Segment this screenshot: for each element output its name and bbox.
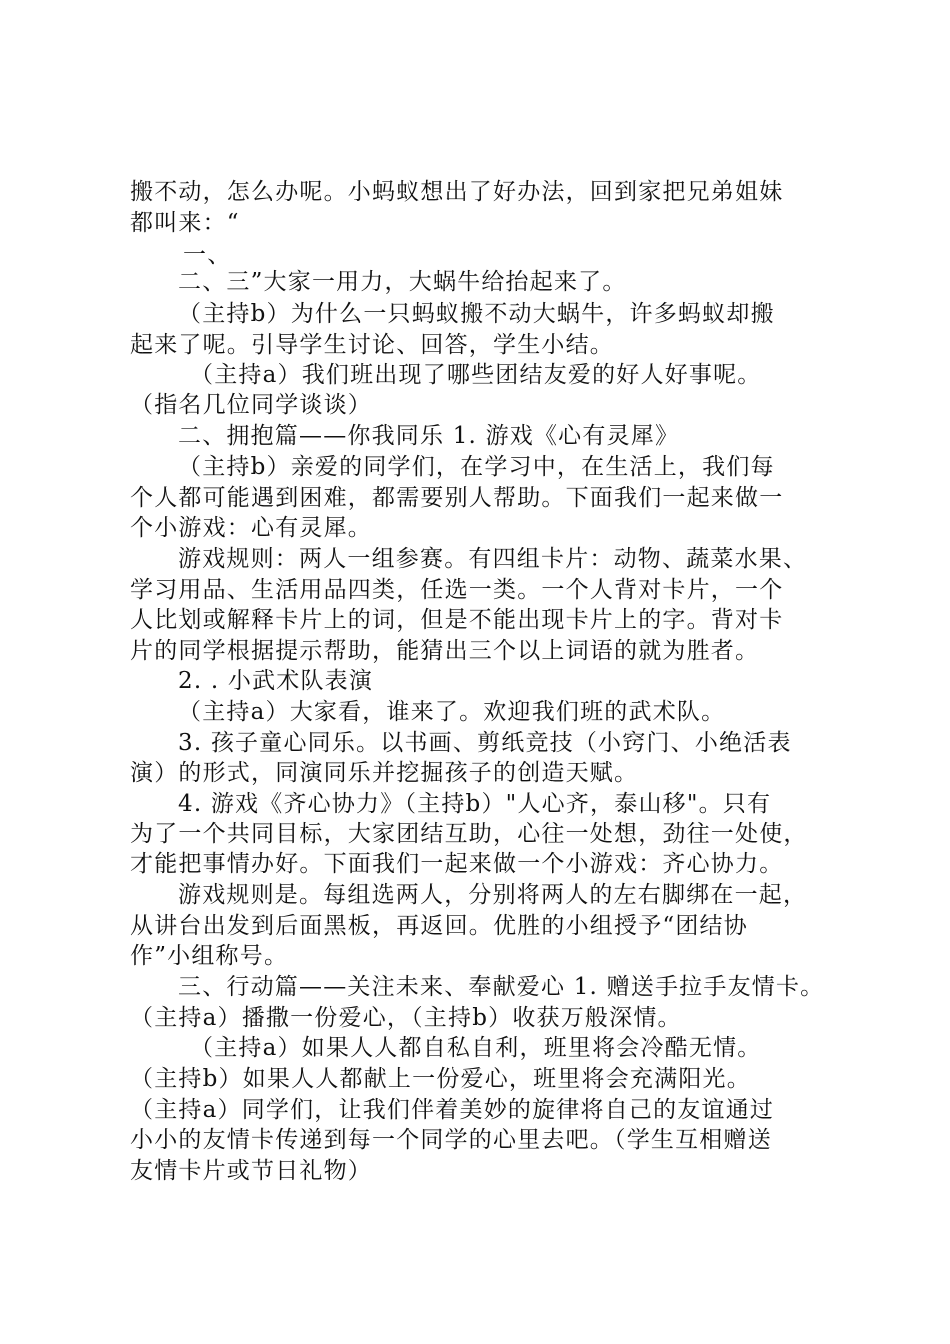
text-line: 作”小组称号。	[130, 943, 289, 969]
text-line: 二、三”大家一用力，大蜗牛给抬起来了。	[178, 269, 627, 295]
text-line: 4. 游戏《齐心协力》（主持b）"人心齐，泰山移"。只有	[178, 791, 772, 817]
text-line: 一、	[183, 242, 232, 268]
text-line: （主持b）亲爱的同学们，在学习中，在生活上，我们每	[178, 454, 775, 480]
text-line: 片的同学根据提示帮助，能猜出三个以上词语的就为胜者。	[130, 638, 760, 664]
text-line: 个小游戏：心有灵犀。	[130, 515, 372, 541]
text-line: （主持b）如果人人都献上一份爱心，班里将会充满阳光。	[130, 1066, 751, 1092]
text-line: （主持a）我们班出现了哪些团结友爱的好人好事呢。	[190, 362, 762, 388]
text-line: 人比划或解释卡片上的词，但是不能出现卡片上的字。背对卡	[130, 607, 784, 633]
text-line: 二、拥抱篇——你我同乐 1. 游戏《心有灵犀》	[178, 423, 680, 449]
text-line: （主持a）如果人人都自私自利，班里将会冷酷无情。	[190, 1035, 762, 1061]
text-line: 友情卡片或节日礼物）	[130, 1158, 372, 1184]
text-line: 起来了呢。引导学生讨论、回答，学生小结。	[130, 332, 614, 358]
text-line: 3. 孩子童心同乐。以书画、剪纸竞技（小窍门、小绝活表	[178, 730, 792, 756]
text-line: 三、行动篇——关注未来、奉献爱心 1. 赠送手拉手友情卡。	[178, 974, 825, 1000]
text-line: （主持b）为什么一只蚂蚁搬不动大蜗牛，许多蚂蚁却搬	[178, 301, 775, 327]
text-line: 都叫来：“	[130, 210, 240, 236]
text-line: 游戏规则：两人一组参赛。有四组卡片：动物、蔬菜水果、	[178, 546, 808, 572]
text-line: （主持a）同学们，让我们伴着美妙的旋律将自己的友谊通过	[130, 1097, 775, 1123]
text-line: 为了一个共同目标，大家团结互助，心往一处想，劲往一处使，	[130, 821, 808, 847]
text-line: 才能把事情办好。下面我们一起来做一个小游戏：齐心协力。	[130, 851, 784, 877]
text-line: （主持a）播撒一份爱心，（主持b）收获万般深情。	[130, 1005, 682, 1031]
text-line: （指名几位同学谈谈）	[130, 392, 372, 418]
text-line: 游戏规则是。每组选两人，分别将两人的左右脚绑在一起，	[178, 882, 808, 908]
text-line: （主持a）大家看，谁来了。欢迎我们班的武术队。	[178, 699, 726, 725]
text-line: 个人都可能遇到困难，都需要别人帮助。下面我们一起来做一	[130, 485, 784, 511]
text-line: 演）的形式，同演同乐并挖掘孩子的创造天赋。	[130, 760, 639, 786]
text-line: 从讲台出发到后面黑板，再返回。优胜的小组授予“团结协	[130, 913, 748, 939]
text-line: 学习用品、生活用品四类，任选一类。一个人背对卡片，一个	[130, 577, 784, 603]
text-line: 搬不动，怎么办呢。小蚂蚁想出了好办法，回到家把兄弟姐妹	[130, 179, 784, 205]
text-line: 2. . 小武术队表演	[178, 668, 374, 694]
text-line: 小小的友情卡传递到每一个同学的心里去吧。（学生互相赠送	[130, 1127, 772, 1153]
